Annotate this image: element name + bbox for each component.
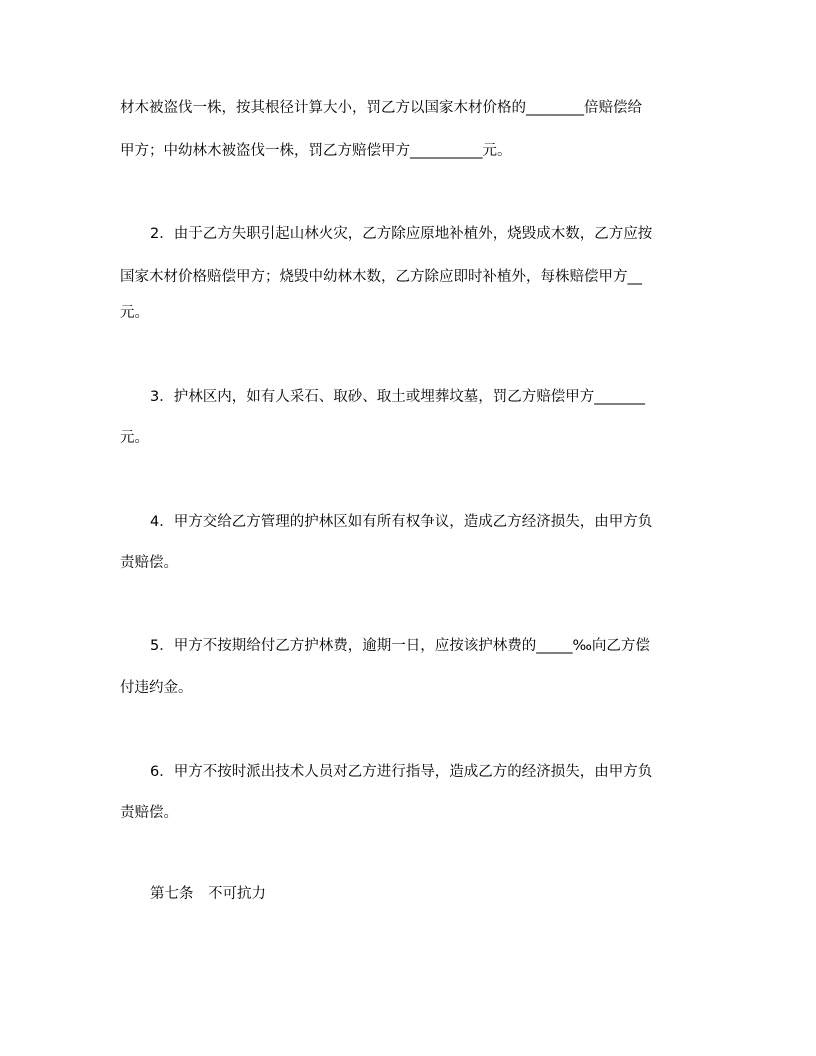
paragraph-3-line-1: 3．护林区内，如有人采石、取砂、取土或埋葬坟墓，罚乙方赔偿甲方_______ [150, 389, 645, 405]
paragraph-2-line-1: 2．由于乙方失职引起山林火灾，乙方除应原地补植外，烧毁成木数，乙方应按 [150, 226, 653, 242]
paragraph-6-line-2: 责赔偿。 [120, 805, 178, 821]
paragraph-2-line-3: 元。 [120, 305, 149, 321]
paragraph-5-line-1: 5．甲方不按期给付乙方护林费，逾期一日，应按该护林费的_____‰向乙方偿 [150, 638, 650, 654]
paragraph-3-line-2: 元。 [120, 430, 149, 446]
paragraph-1-line-1: 材木被盗伐一株，按其根径计算大小，罚乙方以国家木材价格的________倍赔偿给 [120, 100, 642, 116]
paragraph-1-line-2: 甲方；中幼林木被盗伐一株，罚乙方赔偿甲方__________元。 [120, 143, 512, 159]
paragraph-4-line-2: 责赔偿。 [120, 555, 178, 571]
paragraph-5-line-2: 付违约金。 [120, 680, 193, 696]
section-heading-article-7: 第七条 不可抗力 [150, 886, 266, 902]
paragraph-4-line-1: 4．甲方交给乙方管理的护林区如有所有权争议，造成乙方经济损失，由甲方负 [150, 514, 653, 530]
paragraph-2-line-2: 国家木材价格赔偿甲方；烧毁中幼林木数，乙方除应即时补植外，每株赔偿甲方__ [120, 269, 642, 285]
paragraph-6-line-1: 6．甲方不按时派出技术人员对乙方进行指导，造成乙方的经济损失，由甲方负 [150, 764, 653, 780]
